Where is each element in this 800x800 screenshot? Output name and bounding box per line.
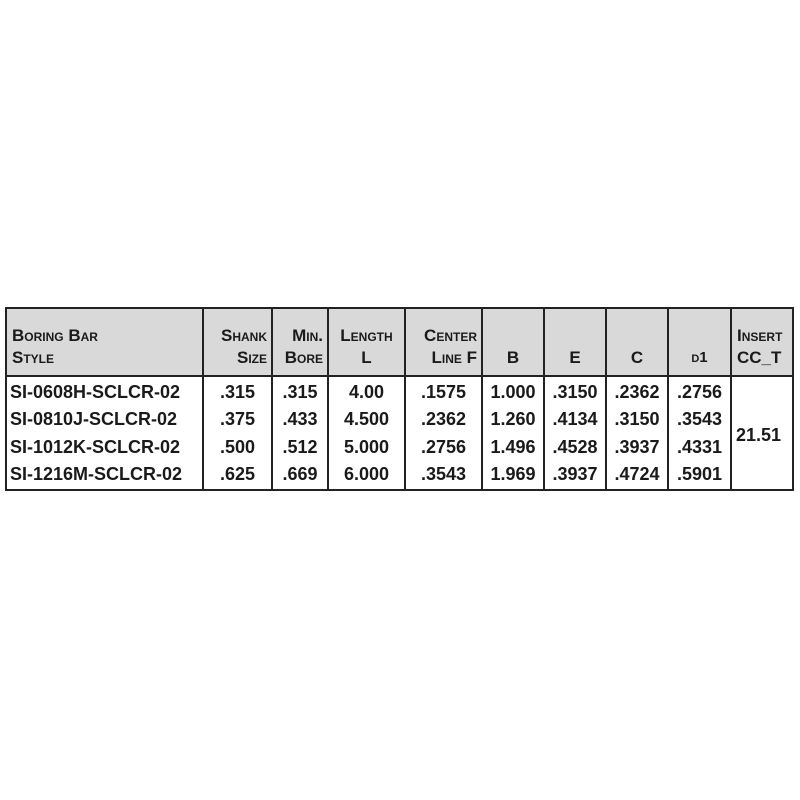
cell-c: .4724 [606, 462, 668, 491]
header-line1: Length [340, 326, 393, 345]
header-c [606, 308, 668, 376]
cell-e: .3937 [544, 462, 606, 491]
cell-e: .3150 [544, 376, 606, 405]
header-line1: Center [424, 326, 477, 345]
cell-c: .2362 [606, 376, 668, 405]
header-shank-size [203, 308, 272, 376]
header-line1: Boring Bar [12, 326, 98, 345]
cell-c: .3150 [606, 405, 668, 434]
table-row [6, 376, 793, 405]
header-d1 [668, 308, 731, 376]
cell-style: SI-0608H-SCLCR-02 [6, 376, 203, 405]
header-line2: Size [236, 348, 267, 367]
cell-min-bore: .512 [272, 433, 328, 462]
header-line2: E [569, 348, 581, 367]
header-row [6, 308, 793, 376]
header-line2: Bore [284, 348, 323, 367]
cell-b: 1.969 [482, 462, 544, 491]
cell-e: .4134 [544, 405, 606, 434]
cell-style: SI-1012K-SCLCR-02 [6, 433, 203, 462]
cell-b: 1.260 [482, 405, 544, 434]
cell-length: 5.000 [328, 433, 405, 462]
header-b [482, 308, 544, 376]
cell-shank-size: .375 [203, 405, 272, 434]
cell-shank-size: .500 [203, 433, 272, 462]
header-line2: Style [12, 348, 55, 367]
boring-bar-spec-table [5, 307, 794, 491]
header-line2: Line F [431, 348, 477, 367]
cell-d1: .3543 [668, 405, 731, 434]
header-line2: C [630, 348, 644, 367]
table-row [6, 433, 793, 462]
cell-length: 4.500 [328, 405, 405, 434]
table-row [6, 462, 793, 491]
cell-length: 4.00 [328, 376, 405, 405]
header-line1: Shank [220, 326, 267, 345]
header-boring-bar-style [6, 308, 203, 376]
cell-b: 1.000 [482, 376, 544, 405]
cell-min-bore: .669 [272, 462, 328, 491]
cell-d1: .5901 [668, 462, 731, 491]
cell-style: SI-0810J-SCLCR-02 [6, 405, 203, 434]
header-line1: Insert [737, 326, 783, 345]
header-line2: CC_T [737, 348, 782, 367]
cell-d1: .4331 [668, 433, 731, 462]
cell-b: 1.496 [482, 433, 544, 462]
header-line2: L [361, 348, 372, 367]
header-line2: d1 [691, 349, 708, 366]
cell-d1: .2756 [668, 376, 731, 405]
cell-center-line: .2756 [405, 433, 482, 462]
cell-style: SI-1216M-SCLCR-02 [6, 462, 203, 491]
header-min-bore [272, 308, 328, 376]
cell-shank-size: .625 [203, 462, 272, 491]
cell-min-bore: .433 [272, 405, 328, 434]
header-length [328, 308, 405, 376]
table-row [6, 405, 793, 434]
cell-insert: 21.51 [731, 376, 793, 490]
header-line2: B [506, 348, 520, 367]
header-insert [731, 308, 793, 376]
cell-min-bore: .315 [272, 376, 328, 405]
cell-center-line: .2362 [405, 405, 482, 434]
cell-c: .3937 [606, 433, 668, 462]
cell-center-line: .1575 [405, 376, 482, 405]
cell-shank-size: .315 [203, 376, 272, 405]
cell-e: .4528 [544, 433, 606, 462]
header-center-line [405, 308, 482, 376]
cell-center-line: .3543 [405, 462, 482, 491]
cell-length: 6.000 [328, 462, 405, 491]
header-line1: Min. [292, 326, 323, 345]
header-e [544, 308, 606, 376]
